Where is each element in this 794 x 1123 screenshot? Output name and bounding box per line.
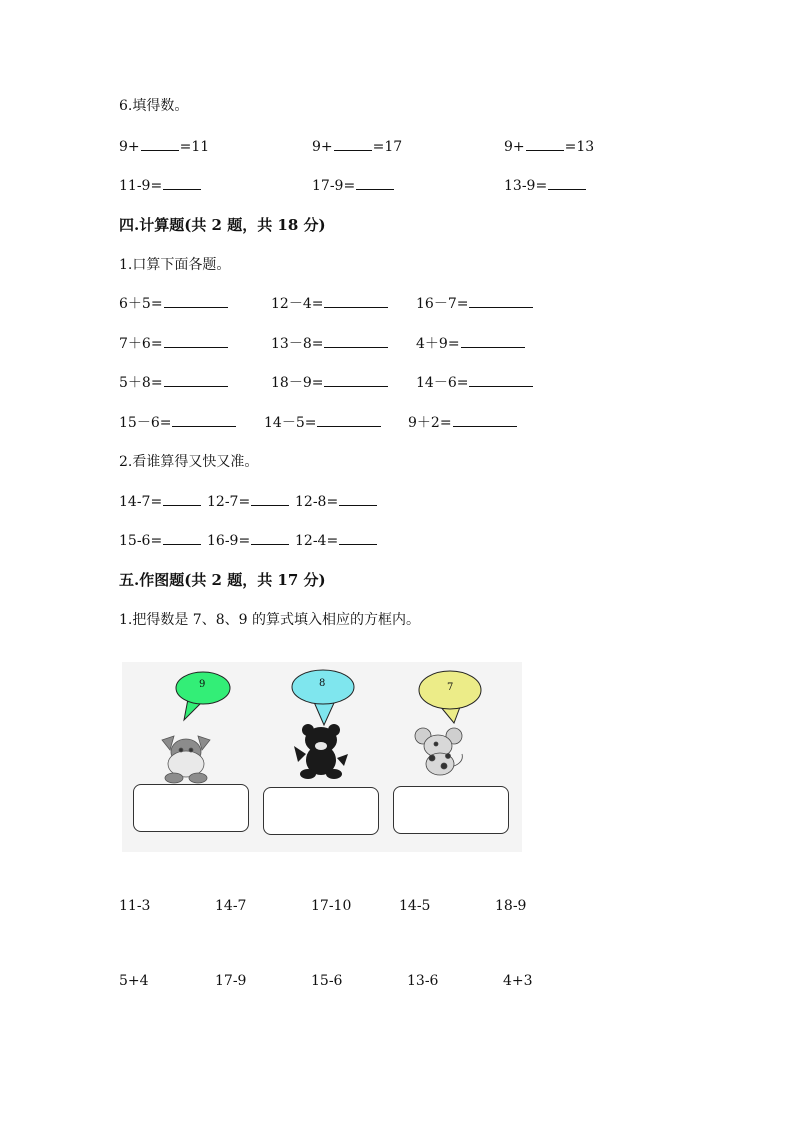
answer-blank[interactable] (141, 138, 179, 151)
oral-problem: 14－5= (264, 414, 382, 432)
oral-problem: 7＋6= (119, 335, 229, 353)
answer-blank[interactable] (453, 414, 517, 427)
answer-blank[interactable] (526, 138, 564, 151)
speech-bubble-7 (419, 671, 481, 723)
animals-figure (122, 662, 522, 852)
fill-problem: 9+ =11 (119, 139, 210, 155)
expression-item[interactable]: 13-6 (407, 973, 439, 989)
answer-blank[interactable] (469, 374, 533, 387)
expression-item[interactable]: 17-10 (311, 898, 352, 914)
answer-blank[interactable] (164, 335, 228, 348)
answer-blank[interactable] (339, 493, 377, 506)
answer-blank[interactable] (172, 414, 236, 427)
answer-blank[interactable] (251, 532, 289, 545)
bubble-label-7: 7 (447, 682, 454, 693)
answer-blank[interactable] (251, 493, 289, 506)
expression-item[interactable]: 5+4 (119, 973, 149, 989)
fill-problem: 17-9= (312, 177, 395, 195)
answer-blank[interactable] (164, 295, 228, 308)
spotted-mouse (415, 728, 462, 775)
fill-problem: 9+ =17 (312, 139, 403, 155)
answer-blank[interactable] (461, 335, 525, 348)
expression-item[interactable]: 18-9 (495, 898, 527, 914)
answer-box-8[interactable] (263, 787, 379, 835)
quick-problem: 12-4= (295, 532, 378, 550)
oral-problem: 16－7= (416, 295, 534, 313)
oral-problem: 14－6= (416, 374, 534, 392)
quick-problem: 15-6= (119, 532, 202, 550)
oral-problem: 18－9= (271, 374, 389, 392)
answer-box-9[interactable] (133, 784, 249, 832)
fill-problem: 13-9= (504, 177, 587, 195)
oral-problem: 5＋8= (119, 374, 229, 392)
answer-blank[interactable] (324, 374, 388, 387)
quick-problem: 14-7= (119, 493, 202, 511)
answer-blank[interactable] (317, 414, 381, 427)
part-5-q1-title: 1.把得数是 7、8、9 的算式填入相应的方框内。 (119, 612, 420, 628)
answer-blank[interactable] (324, 295, 388, 308)
part-4-q1-title: 1.口算下面各题。 (119, 257, 231, 273)
expression-item[interactable]: 17-9 (215, 973, 247, 989)
fill-problem: 9+ =13 (504, 139, 595, 155)
expression-item[interactable]: 11-3 (119, 898, 151, 914)
answer-blank[interactable] (548, 177, 586, 190)
quick-problem: 12-8= (295, 493, 378, 511)
answer-blank[interactable] (324, 335, 388, 348)
part-5-heading: 五.作图题(共 2 题，共 17 分) (119, 571, 326, 589)
section-6-title: 6.填得数。 (119, 98, 189, 114)
bubble-label-8: 8 (319, 678, 326, 689)
answer-blank[interactable] (163, 493, 201, 506)
expression-item[interactable]: 4+3 (503, 973, 533, 989)
oral-problem: 13－8= (271, 335, 389, 353)
oral-problem: 6＋5= (119, 295, 229, 313)
black-bear (294, 724, 348, 779)
quick-problem: 12-7= (207, 493, 290, 511)
part-4-q2-title: 2.看谁算得又快又准。 (119, 454, 259, 470)
answer-box-7[interactable] (393, 786, 509, 834)
part-4-heading: 四.计算题(共 2 题，共 18 分) (119, 216, 326, 234)
answer-blank[interactable] (163, 532, 201, 545)
quick-problem: 16-9= (207, 532, 290, 550)
oral-problem: 15－6= (119, 414, 237, 432)
expression-item[interactable]: 14-7 (215, 898, 247, 914)
oral-problem: 9＋2= (408, 414, 518, 432)
answer-blank[interactable] (163, 177, 201, 190)
answer-blank[interactable] (469, 295, 533, 308)
fill-problem: 11-9= (119, 177, 202, 195)
answer-blank[interactable] (339, 532, 377, 545)
expression-item[interactable]: 15-6 (311, 973, 343, 989)
answer-blank[interactable] (164, 374, 228, 387)
oral-problem: 12－4= (271, 295, 389, 313)
expression-item[interactable]: 14-5 (399, 898, 431, 914)
answer-blank[interactable] (356, 177, 394, 190)
bubble-label-9: 9 (199, 679, 206, 690)
answer-blank[interactable] (334, 138, 372, 151)
gray-animal (162, 736, 210, 783)
oral-problem: 4＋9= (416, 335, 526, 353)
